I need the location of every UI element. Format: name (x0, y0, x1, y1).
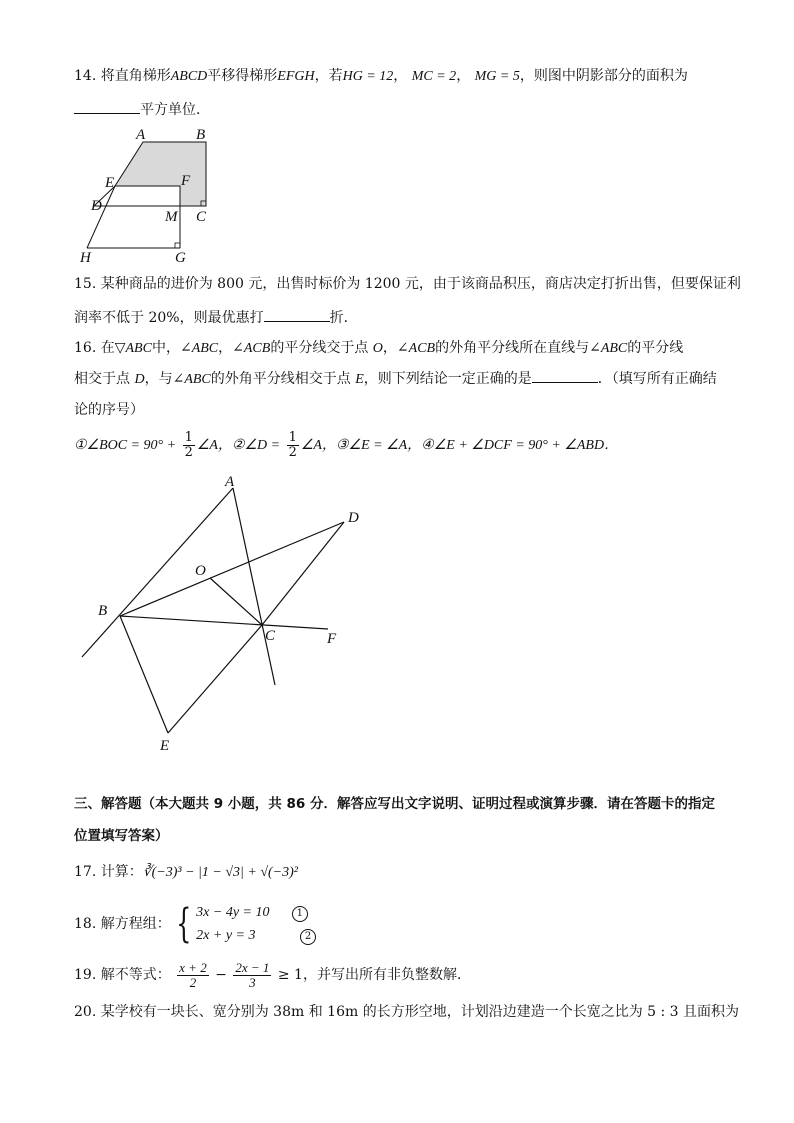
label-c: C (196, 209, 207, 225)
equation-marker-1: 1 (292, 906, 308, 922)
q16-text: 中，∠ (151, 340, 192, 356)
q16-line3 (74, 400, 144, 420)
q14-efgh: EFGH (277, 69, 315, 84)
answer-blank[interactable] (74, 99, 140, 114)
fraction-numerator: 2x − 1 (235, 959, 270, 975)
equation-marker-2: 2 (300, 929, 316, 945)
q16-abc: ABC (600, 341, 628, 356)
equation-1: 3x − 4y = 10 (196, 905, 270, 920)
q16-option-3: ，③∠E = ∠A (321, 438, 408, 453)
q14-abcd: ABCD (170, 69, 208, 84)
q19-tail: ≥ 1，并写出所有非负整数解． (277, 967, 471, 983)
q15-text: 折． (329, 310, 358, 326)
label-a: A (225, 474, 235, 490)
fraction-numerator: x + 2 (179, 959, 207, 975)
q16-text: ，∠ (218, 340, 244, 356)
brace: { (175, 901, 192, 947)
fraction-denominator: 2 (288, 444, 297, 460)
q14-text: ，则图中阴影部分的面积为 (519, 68, 688, 84)
q16-figure (74, 466, 374, 756)
fraction-denominator: 2 (189, 974, 197, 990)
q14-hg: HG = 12 (342, 69, 394, 84)
q16-option-1: ①∠BOC = 90° + (74, 438, 177, 453)
label-h: H (80, 250, 91, 264)
q16-text: 的外角平分线相交于点 (210, 371, 351, 387)
q16-option-2-angle: ∠A (300, 438, 322, 453)
q18-label: 解方程组： (100, 916, 171, 932)
q16-abc: ABC (191, 341, 219, 356)
q16-abc: ABC (125, 341, 152, 356)
q17 (74, 862, 298, 883)
q16-abc: ABC (184, 372, 211, 387)
equation-system (196, 901, 316, 947)
fraction-denominator: 3 (249, 974, 256, 990)
q14-number: 14. (74, 68, 97, 84)
q16-text: ．（填写所有正确结 (597, 371, 717, 387)
equation-2: 2x + y = 3 (196, 928, 256, 943)
q16-option-1-angle: ∠A (196, 438, 218, 453)
q16-options (74, 430, 618, 461)
minus-sign: − (215, 967, 227, 983)
label-g: G (175, 250, 186, 264)
label-e: E (160, 738, 170, 754)
fraction (287, 431, 299, 460)
q17-number: 17. (74, 864, 97, 880)
q16-option-4: ，④∠E + ∠DCF = 90° + ∠ABD． (407, 438, 619, 453)
label-d: D (348, 510, 359, 526)
q16-text: 的平分线交于点 (270, 340, 369, 356)
q15-line2 (74, 307, 358, 328)
q20-number: 20. (74, 1004, 97, 1020)
q14-text: 平方单位． (140, 102, 210, 118)
fraction-numerator: 1 (184, 429, 193, 445)
q16-text: 的外角平分线所在直线与∠ (435, 340, 601, 356)
fraction (183, 431, 195, 460)
q19 (74, 958, 471, 992)
label-f: F (181, 173, 191, 189)
q16-text: ，∠ (382, 340, 409, 356)
answer-blank[interactable] (264, 307, 330, 322)
section-3-heading-line2: 位置填写答案） (74, 828, 169, 844)
label-m: M (165, 209, 178, 225)
label-o: O (195, 563, 206, 579)
fraction-numerator: 1 (288, 429, 297, 445)
label-b: B (196, 127, 206, 143)
q20-text: 某学校有一块长、宽分别为 38m 和 16m 的长方形空地，计划沿边建造一个长宽之比为 5 : 3 且面积为 (100, 1004, 740, 1020)
label-e: E (105, 175, 115, 191)
q15-line1 (74, 274, 741, 294)
q18 (74, 902, 316, 946)
q16-line1 (74, 338, 683, 359)
fraction-2 (233, 961, 271, 990)
q18-number: 18. (74, 916, 97, 932)
q16-option-2: ，②∠D = (217, 438, 281, 453)
q16-text: ，与∠ (144, 371, 185, 387)
q16-line2 (74, 368, 717, 390)
q16-text: 论的序号） (74, 402, 144, 418)
q15-number: 15. (74, 276, 97, 292)
label-f: F (327, 631, 337, 647)
q16-text: 相交于点 (74, 371, 130, 387)
q19-number: 19. (74, 967, 97, 983)
q19-label: 解不等式： (100, 967, 171, 983)
q16-o: O (372, 341, 383, 356)
q16-d: D (134, 372, 145, 387)
q14-text: ，若 (314, 68, 343, 84)
answer-blank[interactable] (532, 368, 598, 383)
q16-acb: ACB (408, 341, 436, 356)
q15-text: 某种商品的进价为 800 元，出售时标价为 1200 元，由于该商品积压，商店决定打折出售，但要保证利 (100, 276, 741, 292)
q14-line2 (74, 99, 210, 120)
q14-mc: MC = 2 (411, 69, 457, 84)
q14-text: 平移得梯形 (207, 68, 278, 84)
q20 (74, 1002, 739, 1022)
fraction-denominator: 2 (184, 444, 193, 460)
q14-figure (74, 122, 224, 264)
section-3-heading-2 (74, 826, 169, 846)
q16-text: ，则下列结论一定正确的是 (363, 371, 532, 387)
q16-text: 的平分线 (627, 340, 684, 356)
section-3-heading-line1: 三、解答题（本大题共 9 小题，共 86 分．解答应写出文字说明、证明过程或演算步骤．请在答题卡的指定 (74, 796, 715, 812)
shaded-region (115, 142, 206, 206)
q16-acb: ACB (243, 341, 271, 356)
q16-e: E (355, 372, 364, 387)
section-3-heading (74, 794, 715, 814)
q15-text: 润率不低于 20%，则最优惠打 (74, 310, 264, 326)
q14-text: 将直角梯形 (100, 68, 171, 84)
fraction-1 (177, 961, 209, 990)
q17-expression: ∛(−3)³ − |1 − √3| + √(−3)² (142, 865, 298, 880)
q14-mg: MG = 5 (474, 69, 520, 84)
q16-number: 16. (74, 340, 97, 356)
q17-label: 计算： (100, 864, 143, 880)
label-b: B (98, 603, 108, 619)
q16-text: 在▽ (100, 340, 126, 356)
label-a: A (136, 127, 146, 143)
q14-line1: 14. 将直角梯形ABCD平移得梯形EFGH，若HG = 12， MC = 2， MG = 5，则图中阴影部分的面积为 (74, 68, 688, 84)
label-c: C (265, 628, 276, 644)
label-d: D (91, 198, 102, 214)
